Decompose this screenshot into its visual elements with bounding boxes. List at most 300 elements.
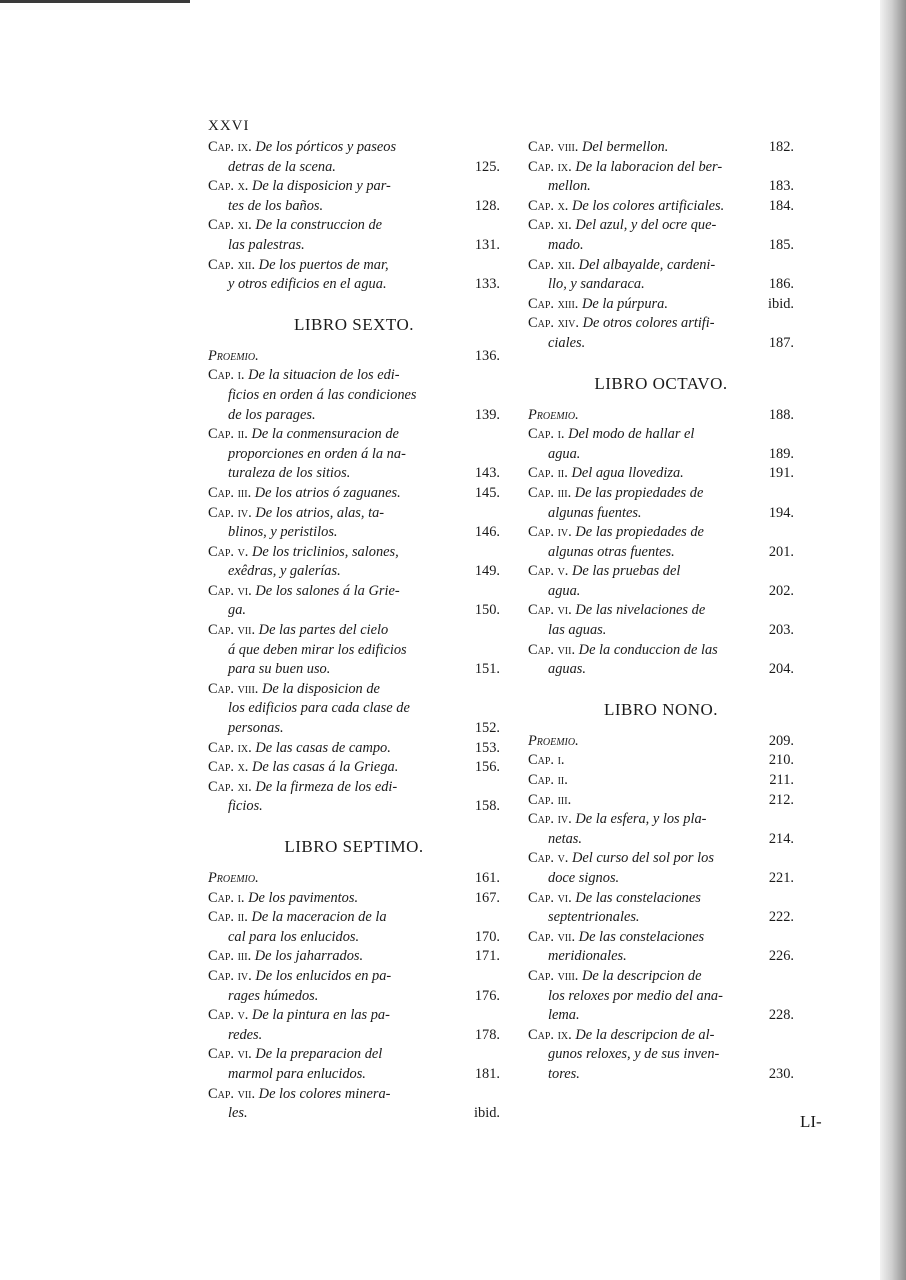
chapter-title: Del curso del sol por los — [572, 850, 714, 867]
chapter-label: Cap. vi. — [208, 1046, 252, 1063]
toc-entry-line — [528, 869, 794, 889]
chapter-title: De las casas á la Griega. — [252, 759, 399, 776]
toc-entry-line — [208, 680, 500, 700]
chapter-title: mado. — [548, 236, 584, 253]
page-number: XXVI — [208, 118, 250, 134]
chapter-title: De la firmeza de los edi- — [255, 778, 398, 795]
page-reference: 183. — [768, 178, 794, 195]
toc-entry-line — [528, 601, 794, 621]
page-reference: 128. — [474, 197, 500, 214]
toc-entry-line — [208, 1065, 500, 1085]
toc-entry-line — [528, 314, 794, 334]
toc-entry — [208, 216, 500, 255]
page-reference: 191. — [768, 465, 794, 482]
toc-entry-line — [528, 1006, 794, 1026]
toc-entry — [208, 543, 500, 582]
page-reference: ibid. — [474, 1105, 500, 1122]
toc-entry — [528, 425, 794, 464]
toc-entry — [528, 406, 794, 426]
toc-entry — [528, 314, 794, 353]
chapter-title: proporciones en orden á la na- — [228, 445, 406, 462]
page-reference: 146. — [474, 524, 500, 541]
chapter-title: detras de la scena. — [228, 158, 336, 175]
toc-entry-line — [208, 562, 500, 582]
chapter-title: mellon. — [548, 178, 591, 195]
page-reference: 125. — [474, 158, 500, 175]
chapter-title: De la construccion de — [255, 217, 383, 234]
chapter-label: Cap. v. — [528, 850, 569, 867]
toc-entry-line — [208, 719, 500, 739]
toc-entry — [208, 680, 500, 739]
page-reference: 171. — [474, 948, 500, 965]
toc-entry-line — [208, 869, 500, 889]
toc-right-column — [528, 138, 794, 1085]
chapter-title: cal para los enlucidos. — [228, 928, 360, 945]
chapter-title: De los pórticos y paseos — [255, 139, 397, 155]
chapter-title: De la laboracion del ber- — [575, 158, 723, 175]
toc-entry — [528, 751, 794, 771]
chapter-title: De la púrpura. — [582, 295, 668, 312]
toc-entry — [208, 425, 500, 484]
chapter-title: De los pavimentos. — [248, 889, 359, 906]
toc-entry — [528, 464, 794, 484]
chapter-title: lema. — [548, 1007, 580, 1024]
chapter-label: Cap. i. — [528, 426, 565, 443]
page-reference: 136. — [474, 347, 500, 364]
toc-entry-line — [528, 523, 794, 543]
chapter-label: Cap. v. — [528, 563, 569, 580]
page-reference: 212. — [768, 791, 794, 808]
chapter-title: De los puertos de mar, — [258, 256, 389, 273]
chapter-title: ciales. — [548, 334, 586, 351]
toc-entry-line — [208, 504, 500, 524]
toc-entry — [208, 177, 500, 216]
page-reference: 167. — [474, 889, 500, 906]
toc-entry-line — [528, 582, 794, 602]
chapter-title: De las pruebas del — [572, 563, 681, 580]
toc-entry-line — [208, 177, 500, 197]
chapter-title: De las propiedades de — [575, 524, 704, 541]
toc-entry — [208, 947, 500, 967]
chapter-title: Del agua llovediza. — [571, 465, 684, 482]
toc-entry — [528, 484, 794, 523]
toc-entry — [528, 197, 794, 217]
toc-entry-line — [208, 699, 500, 719]
toc-entry-line — [208, 236, 500, 256]
toc-entry-line — [528, 1026, 794, 1046]
chapter-title: De las casas de campo. — [255, 739, 391, 756]
toc-entry — [208, 347, 500, 367]
toc-entry — [528, 216, 794, 255]
page-reference: 181. — [474, 1065, 500, 1082]
page-reference: 152. — [474, 720, 500, 737]
toc-entry — [208, 621, 500, 680]
toc-entry — [528, 158, 794, 197]
chapter-title: De la descripcion de al- — [575, 1026, 715, 1043]
chapter-title: meridionales. — [548, 948, 627, 965]
chapter-label: Cap. ii. — [528, 465, 568, 482]
toc-entry-line — [208, 660, 500, 680]
toc-entry-line — [528, 928, 794, 948]
toc-entry-line — [528, 484, 794, 504]
chapter-title: De los colores artificiales. — [572, 197, 725, 214]
toc-entry-line — [208, 138, 500, 158]
page-reference: 194. — [768, 504, 794, 521]
chapter-label: Cap. iv. — [208, 967, 252, 984]
toc-entry — [528, 1026, 794, 1085]
page-reference: 201. — [768, 543, 794, 560]
chapter-label: Cap. xiii. — [528, 295, 579, 312]
toc-entry — [528, 601, 794, 640]
toc-entry-line — [528, 771, 794, 791]
toc-entry — [528, 928, 794, 967]
chapter-label: Cap. xi. — [528, 217, 572, 234]
book-heading: LIBRO NONO. — [603, 699, 719, 719]
scan-edge-line — [0, 0, 190, 3]
chapter-label: Cap. ix. — [208, 739, 252, 756]
page-reference: 209. — [768, 732, 794, 749]
toc-entry — [208, 366, 500, 425]
toc-entry — [528, 523, 794, 562]
toc-entry-line — [528, 543, 794, 563]
page-reference: 145. — [474, 484, 500, 501]
toc-entry — [208, 869, 500, 889]
toc-left-column — [208, 138, 500, 1124]
toc-entry-line — [528, 256, 794, 276]
chapter-title: De la esfera, y los pla- — [575, 811, 707, 828]
chapter-title: ficios. — [228, 798, 263, 815]
toc-entry-line — [528, 751, 794, 771]
toc-entry-line — [208, 256, 500, 276]
chapter-title: á que deben mirar los edificios — [228, 641, 407, 658]
chapter-title: De los jaharrados. — [254, 948, 364, 965]
chapter-label: Cap. ix. — [528, 1026, 572, 1043]
chapter-label: Cap. ii. — [208, 909, 248, 926]
book-heading: LIBRO SEXTO. — [294, 314, 414, 334]
chapter-title: algunas otras fuentes. — [548, 543, 675, 560]
chapter-title: De la descripcion de — [582, 967, 702, 984]
toc-entry-line — [528, 562, 794, 582]
toc-entry — [528, 889, 794, 928]
chapter-title: De la disposicion de — [262, 680, 380, 697]
page-reference: 230. — [768, 1065, 794, 1082]
chapter-label: Cap. iv. — [528, 524, 572, 541]
toc-entry — [528, 810, 794, 849]
page-reference: 158. — [474, 798, 500, 815]
chapter-title: las palestras. — [228, 236, 305, 253]
toc-entry-line — [208, 216, 500, 236]
chapter-title: exêdras, y galerías. — [228, 563, 341, 580]
chapter-label: Cap. xiv. — [528, 315, 579, 332]
chapter-title: para su buen uso. — [228, 661, 331, 678]
chapter-title: turaleza de los sitios. — [228, 465, 351, 482]
chapter-title: De la pintura en las pa- — [252, 1007, 390, 1024]
chapter-title: De la maceracion de la — [251, 909, 387, 926]
toc-entry-line — [528, 641, 794, 661]
toc-entry-line — [528, 425, 794, 445]
chapter-title: De la preparacion del — [255, 1046, 383, 1063]
page-reference: 139. — [474, 406, 500, 423]
chapter-title: De las partes del cielo — [258, 622, 389, 639]
toc-entry-line — [208, 582, 500, 602]
toc-entry — [208, 1045, 500, 1084]
toc-entry-line — [528, 732, 794, 752]
toc-entry-line — [208, 797, 500, 817]
toc-entry — [208, 138, 500, 177]
chapter-title: blinos, y peristilos. — [228, 524, 338, 541]
page-reference: 161. — [474, 870, 500, 886]
chapter-label: Cap. viii. — [528, 967, 579, 984]
chapter-label: Cap. xi. — [208, 217, 252, 234]
chapter-title: de los parages. — [228, 406, 316, 423]
chapter-title: De la disposicion y par- — [252, 178, 391, 195]
page-reference: 153. — [474, 739, 500, 756]
toc-entry-line — [208, 1026, 500, 1046]
page-reference: 150. — [474, 602, 500, 619]
chapter-label: Cap. vi. — [208, 582, 252, 599]
chapter-label: Proemio. — [208, 347, 259, 364]
toc-entry — [528, 771, 794, 791]
toc-entry-line — [208, 987, 500, 1007]
page-reference: 151. — [474, 661, 500, 678]
chapter-title: los edificios para cada clase de — [228, 700, 410, 717]
chapter-title: De las constelaciones — [578, 928, 705, 945]
chapter-title: las aguas. — [548, 622, 607, 639]
chapter-title: De las constelaciones — [575, 889, 701, 906]
page-reference: 202. — [768, 582, 794, 599]
toc-entry-line — [208, 778, 500, 798]
chapter-label: Proemio. — [208, 870, 259, 886]
chapter-title: ficios en orden á las condiciones — [228, 386, 417, 403]
chapter-title: algunas fuentes. — [548, 504, 642, 521]
page-reference: 176. — [474, 987, 500, 1004]
chapter-title: les. — [228, 1105, 248, 1122]
toc-entry-line — [528, 660, 794, 680]
chapter-title: agua. — [548, 582, 581, 599]
toc-entry — [208, 739, 500, 759]
chapter-label: Cap. x. — [208, 178, 249, 195]
toc-entry — [528, 562, 794, 601]
chapter-title: y otros edificios en el agua. — [228, 276, 387, 293]
chapter-title: De las propiedades de — [574, 484, 704, 501]
chapter-label: Cap. xi. — [208, 778, 252, 795]
toc-entry-line — [528, 295, 794, 315]
toc-entry-line — [528, 177, 794, 197]
toc-entry — [208, 1006, 500, 1045]
toc-entry-line — [528, 1045, 794, 1065]
toc-entry — [208, 582, 500, 621]
toc-entry-line — [528, 1065, 794, 1085]
chapter-title: los reloxes por medio del ana- — [548, 987, 723, 1004]
toc-entry-line — [208, 1085, 500, 1105]
chapter-label: Cap. vi. — [528, 889, 572, 906]
chapter-title: tes de los baños. — [228, 197, 324, 214]
catchword: LI- — [800, 1112, 822, 1131]
chapter-label: Cap. x. — [208, 759, 249, 776]
toc-entry — [208, 778, 500, 817]
toc-entry-line — [208, 908, 500, 928]
chapter-label: Cap. ii. — [528, 772, 568, 789]
chapter-label: Cap. viii. — [208, 680, 259, 697]
chapter-label: Cap. viii. — [528, 139, 579, 155]
toc-entry-line — [528, 908, 794, 928]
chapter-title: De los enlucidos en pa- — [255, 967, 392, 984]
toc-entry-line — [528, 947, 794, 967]
toc-entry-line — [528, 504, 794, 524]
toc-entry-line — [208, 928, 500, 948]
page-reference: 185. — [768, 236, 794, 253]
page-reference: 222. — [768, 909, 794, 926]
toc-entry — [208, 504, 500, 543]
chapter-label: Cap. iv. — [208, 504, 252, 521]
toc-entry-line — [528, 138, 794, 158]
chapter-label: Cap. iii. — [528, 484, 572, 501]
toc-entry-line — [528, 889, 794, 909]
chapter-label: Proemio. — [528, 732, 579, 749]
chapter-label: Cap. vii. — [528, 641, 576, 658]
toc-entry-line — [528, 830, 794, 850]
toc-entry — [208, 967, 500, 1006]
toc-entry-line — [528, 464, 794, 484]
chapter-title: Del modo de hallar el — [568, 426, 695, 443]
chapter-label: Cap. vi. — [528, 602, 572, 619]
toc-entry — [528, 791, 794, 811]
toc-entry-line — [528, 236, 794, 256]
chapter-label: Cap. ix. — [208, 139, 252, 155]
page-reference: 221. — [768, 870, 794, 886]
page-reference: 149. — [474, 563, 500, 580]
chapter-label: Cap. iv. — [528, 811, 572, 828]
toc-entry — [528, 641, 794, 680]
toc-entry — [528, 967, 794, 1026]
toc-entry-line — [208, 889, 500, 909]
chapter-label: Cap. iii. — [208, 484, 252, 501]
toc-entry — [208, 889, 500, 909]
chapter-title: De otros colores artifi- — [582, 315, 715, 332]
chapter-label: Cap. xii. — [528, 256, 576, 273]
chapter-label: Cap. vii. — [528, 928, 576, 945]
page-reference: 204. — [768, 661, 794, 678]
chapter-title: tores. — [548, 1065, 580, 1082]
page-reference: 214. — [768, 830, 794, 847]
toc-entry-line — [208, 758, 500, 778]
toc-entry-line — [208, 543, 500, 563]
chapter-title: septentrionales. — [548, 909, 640, 926]
toc-entry — [528, 256, 794, 295]
chapter-title: De los salones á la Grie- — [255, 582, 400, 599]
page-reference: 184. — [768, 197, 794, 214]
chapter-label: Cap. v. — [208, 543, 249, 560]
chapter-title: De los atrios, alas, ta- — [255, 504, 385, 521]
toc-entry-line — [208, 158, 500, 178]
page-reference: 143. — [474, 465, 500, 482]
chapter-title: rages húmedos. — [228, 987, 319, 1004]
chapter-title: Del bermellon. — [582, 139, 669, 155]
chapter-title: De los colores minera- — [258, 1085, 391, 1102]
toc-entry-line — [208, 275, 500, 295]
page-reference: 189. — [768, 445, 794, 462]
chapter-title: Del azul, y del ocre que- — [575, 217, 717, 234]
chapter-label: Cap. i. — [528, 752, 565, 769]
page-reference: 182. — [768, 139, 794, 155]
toc-entry — [208, 484, 500, 504]
chapter-title: De los atrios ó zaguanes. — [254, 484, 401, 501]
chapter-label: Cap. xii. — [208, 256, 256, 273]
toc-entry — [528, 849, 794, 888]
toc-entry-line — [528, 621, 794, 641]
toc-entry — [208, 758, 500, 778]
chapter-title: De los triclinios, salones, — [252, 543, 399, 560]
chapter-title: De las nivelaciones de — [575, 602, 706, 619]
toc-entry-line — [528, 987, 794, 1007]
toc-entry-line — [208, 967, 500, 987]
chapter-label: Cap. vii. — [208, 622, 256, 639]
chapter-label: Cap. i. — [208, 889, 245, 906]
toc-entry-line — [208, 1104, 500, 1124]
toc-entry-line — [528, 445, 794, 465]
toc-entry-line — [528, 849, 794, 869]
toc-entry-line — [208, 406, 500, 426]
page-reference: 203. — [768, 622, 794, 639]
toc-entry-line — [208, 464, 500, 484]
toc-entry-line — [208, 523, 500, 543]
chapter-title: doce signos. — [548, 870, 620, 886]
toc-entry — [528, 295, 794, 315]
chapter-title: De la situacion de los edi- — [248, 367, 400, 384]
chapter-title: netas. — [548, 830, 582, 847]
page-reference: 211. — [769, 772, 794, 789]
toc-entry — [208, 256, 500, 295]
chapter-title: gunos reloxes, y de sus inven- — [548, 1046, 720, 1063]
toc-entry-line — [528, 810, 794, 830]
chapter-label: Cap. v. — [208, 1007, 249, 1024]
toc-entry-line — [528, 406, 794, 426]
page-gutter-shadow — [880, 0, 906, 1280]
chapter-label: Cap. iii. — [528, 791, 572, 808]
toc-entry-line — [208, 445, 500, 465]
chapter-title: aguas. — [548, 661, 586, 678]
toc-entry-line — [208, 347, 500, 367]
chapter-title: De la conmensuracion de — [251, 426, 399, 443]
chapter-label: Cap. x. — [528, 197, 569, 214]
page-reference: 188. — [768, 406, 794, 423]
toc-entry-line — [528, 334, 794, 354]
toc-entry-line — [208, 197, 500, 217]
chapter-title: personas. — [228, 720, 284, 737]
page-reference: 187. — [768, 334, 794, 351]
book-heading: LIBRO SEPTIMO. — [284, 837, 424, 856]
toc-entry — [528, 138, 794, 158]
chapter-label: Cap. vii. — [208, 1085, 256, 1102]
toc-entry-line — [208, 641, 500, 661]
page-reference: 210. — [768, 752, 794, 769]
chapter-title: De la conduccion de las — [578, 641, 718, 658]
chapter-label: Proemio. — [528, 406, 579, 423]
toc-entry-line — [208, 1006, 500, 1026]
page-reference: 133. — [474, 276, 500, 293]
toc-entry-line — [528, 967, 794, 987]
chapter-title: redes. — [228, 1026, 263, 1043]
page-reference: 178. — [474, 1026, 500, 1043]
book-heading: LIBRO OCTAVO. — [594, 373, 728, 393]
page-reference: 186. — [768, 276, 794, 293]
page-reference: 226. — [768, 948, 794, 965]
toc-entry-line — [208, 947, 500, 967]
chapter-title: marmol para enlucidos. — [228, 1065, 366, 1082]
chapter-title: llo, y sandaraca. — [548, 276, 645, 293]
page-reference: 131. — [474, 236, 500, 253]
toc-entry-line — [208, 386, 500, 406]
